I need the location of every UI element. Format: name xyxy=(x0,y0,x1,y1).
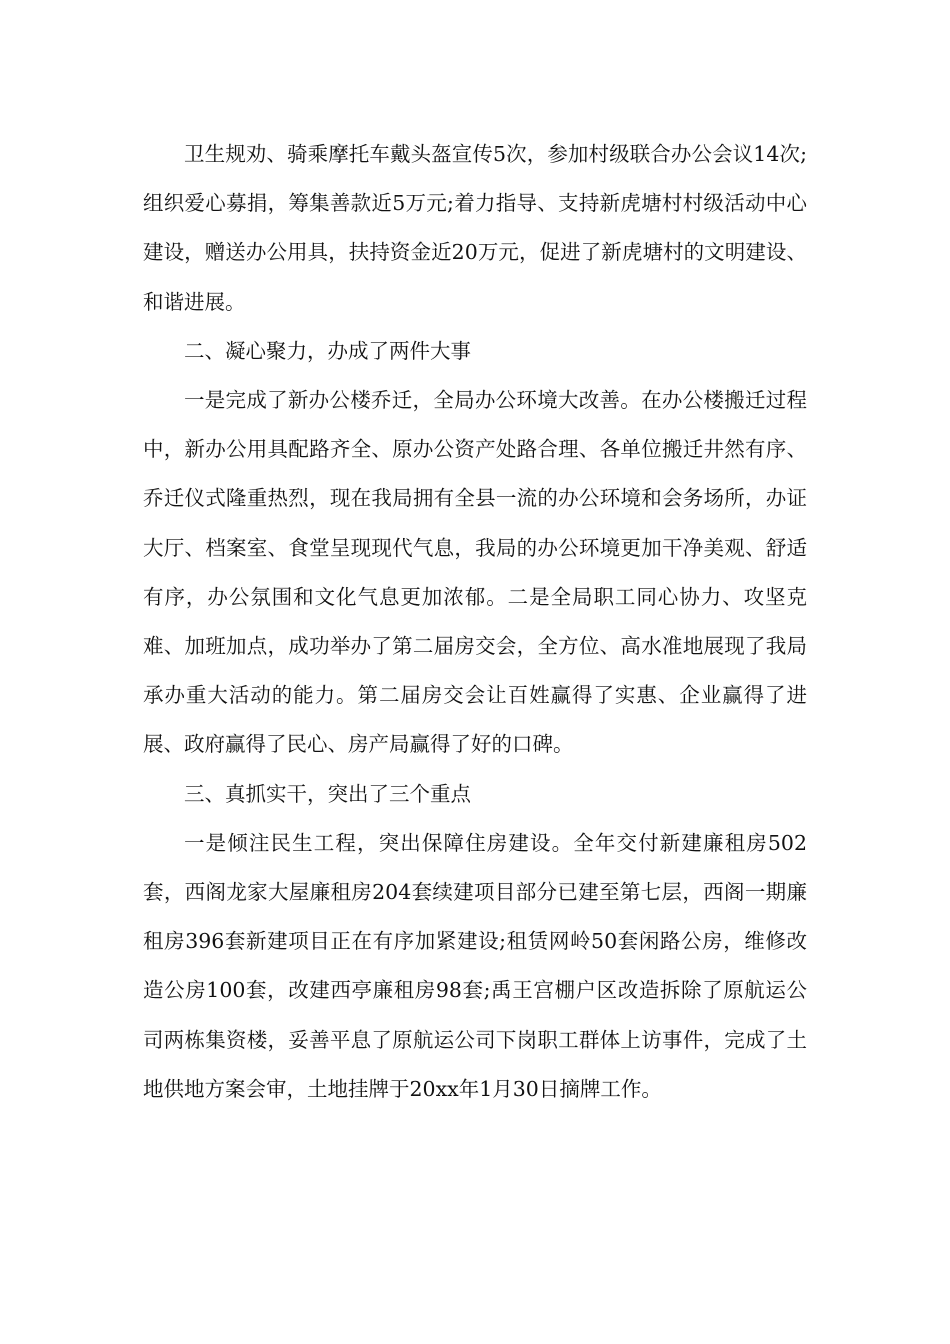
document-body xyxy=(143,130,807,1114)
section-heading-three-priorities: 三、真抓实干，突出了三个重点 xyxy=(184,781,471,806)
paragraph-office-relocation-and-housing-fair: 一是完成了新办公楼乔迁，全局办公环境大改善。在办公楼搬迁过程中，新办公用具配路齐全、原办公资产处路合理、各单位搬迁井然有序、乔迁仪式隆重热烈，现在我局拥有全县一流的办公环境和会务场所，办证大厅、档案室、食堂呈现现代气息，我局的办公环境更加干净美观、舒适有序，办公氛围和文化气息更加浓郁。二是全局职工同心协力、攻坚克难、加班加点，成功举办了第二届房交会，全方位、高水准地展现了我局承办重大活动的能力。第二届房交会让百姓赢得了实惠、企业赢得了进展、政府赢得了民心、房产局赢得了好的口碑。 xyxy=(143,388,807,757)
paragraph-community-work: 卫生规劝、骑乘摩托车戴头盔宣传5次，参加村级联合办公会议14次;组织爱心募捐，筹集善款近5万元;着力指导、支持新虎塘村村级活动中心建设，赠送办公用具，扶持资金近20万元，促进了新虎塘村的文明建设、和谐进展。 xyxy=(143,142,807,314)
paragraph-affordable-housing: 一是倾注民生工程，突出保障住房建设。全年交付新建廉租房502套，西阁龙家大屋廉租房204套续建项目部分已建至第七层，西阁一期廉租房396套新建项目正在有序加紧建设;租赁网岭50套闲路公房，维修改造公房100套，改建西亭廉租房98套;禹王宫棚户区改造拆除了原航运公司两栋集资楼，妥善平息了原航运公司下岗职工群体上访事件，完成了土地供地方案会审，土地挂牌于20xx年1月30日摘牌工作。 xyxy=(143,830,807,1101)
section-heading-two-major-events: 二、凝心聚力，办成了两件大事 xyxy=(184,338,471,363)
